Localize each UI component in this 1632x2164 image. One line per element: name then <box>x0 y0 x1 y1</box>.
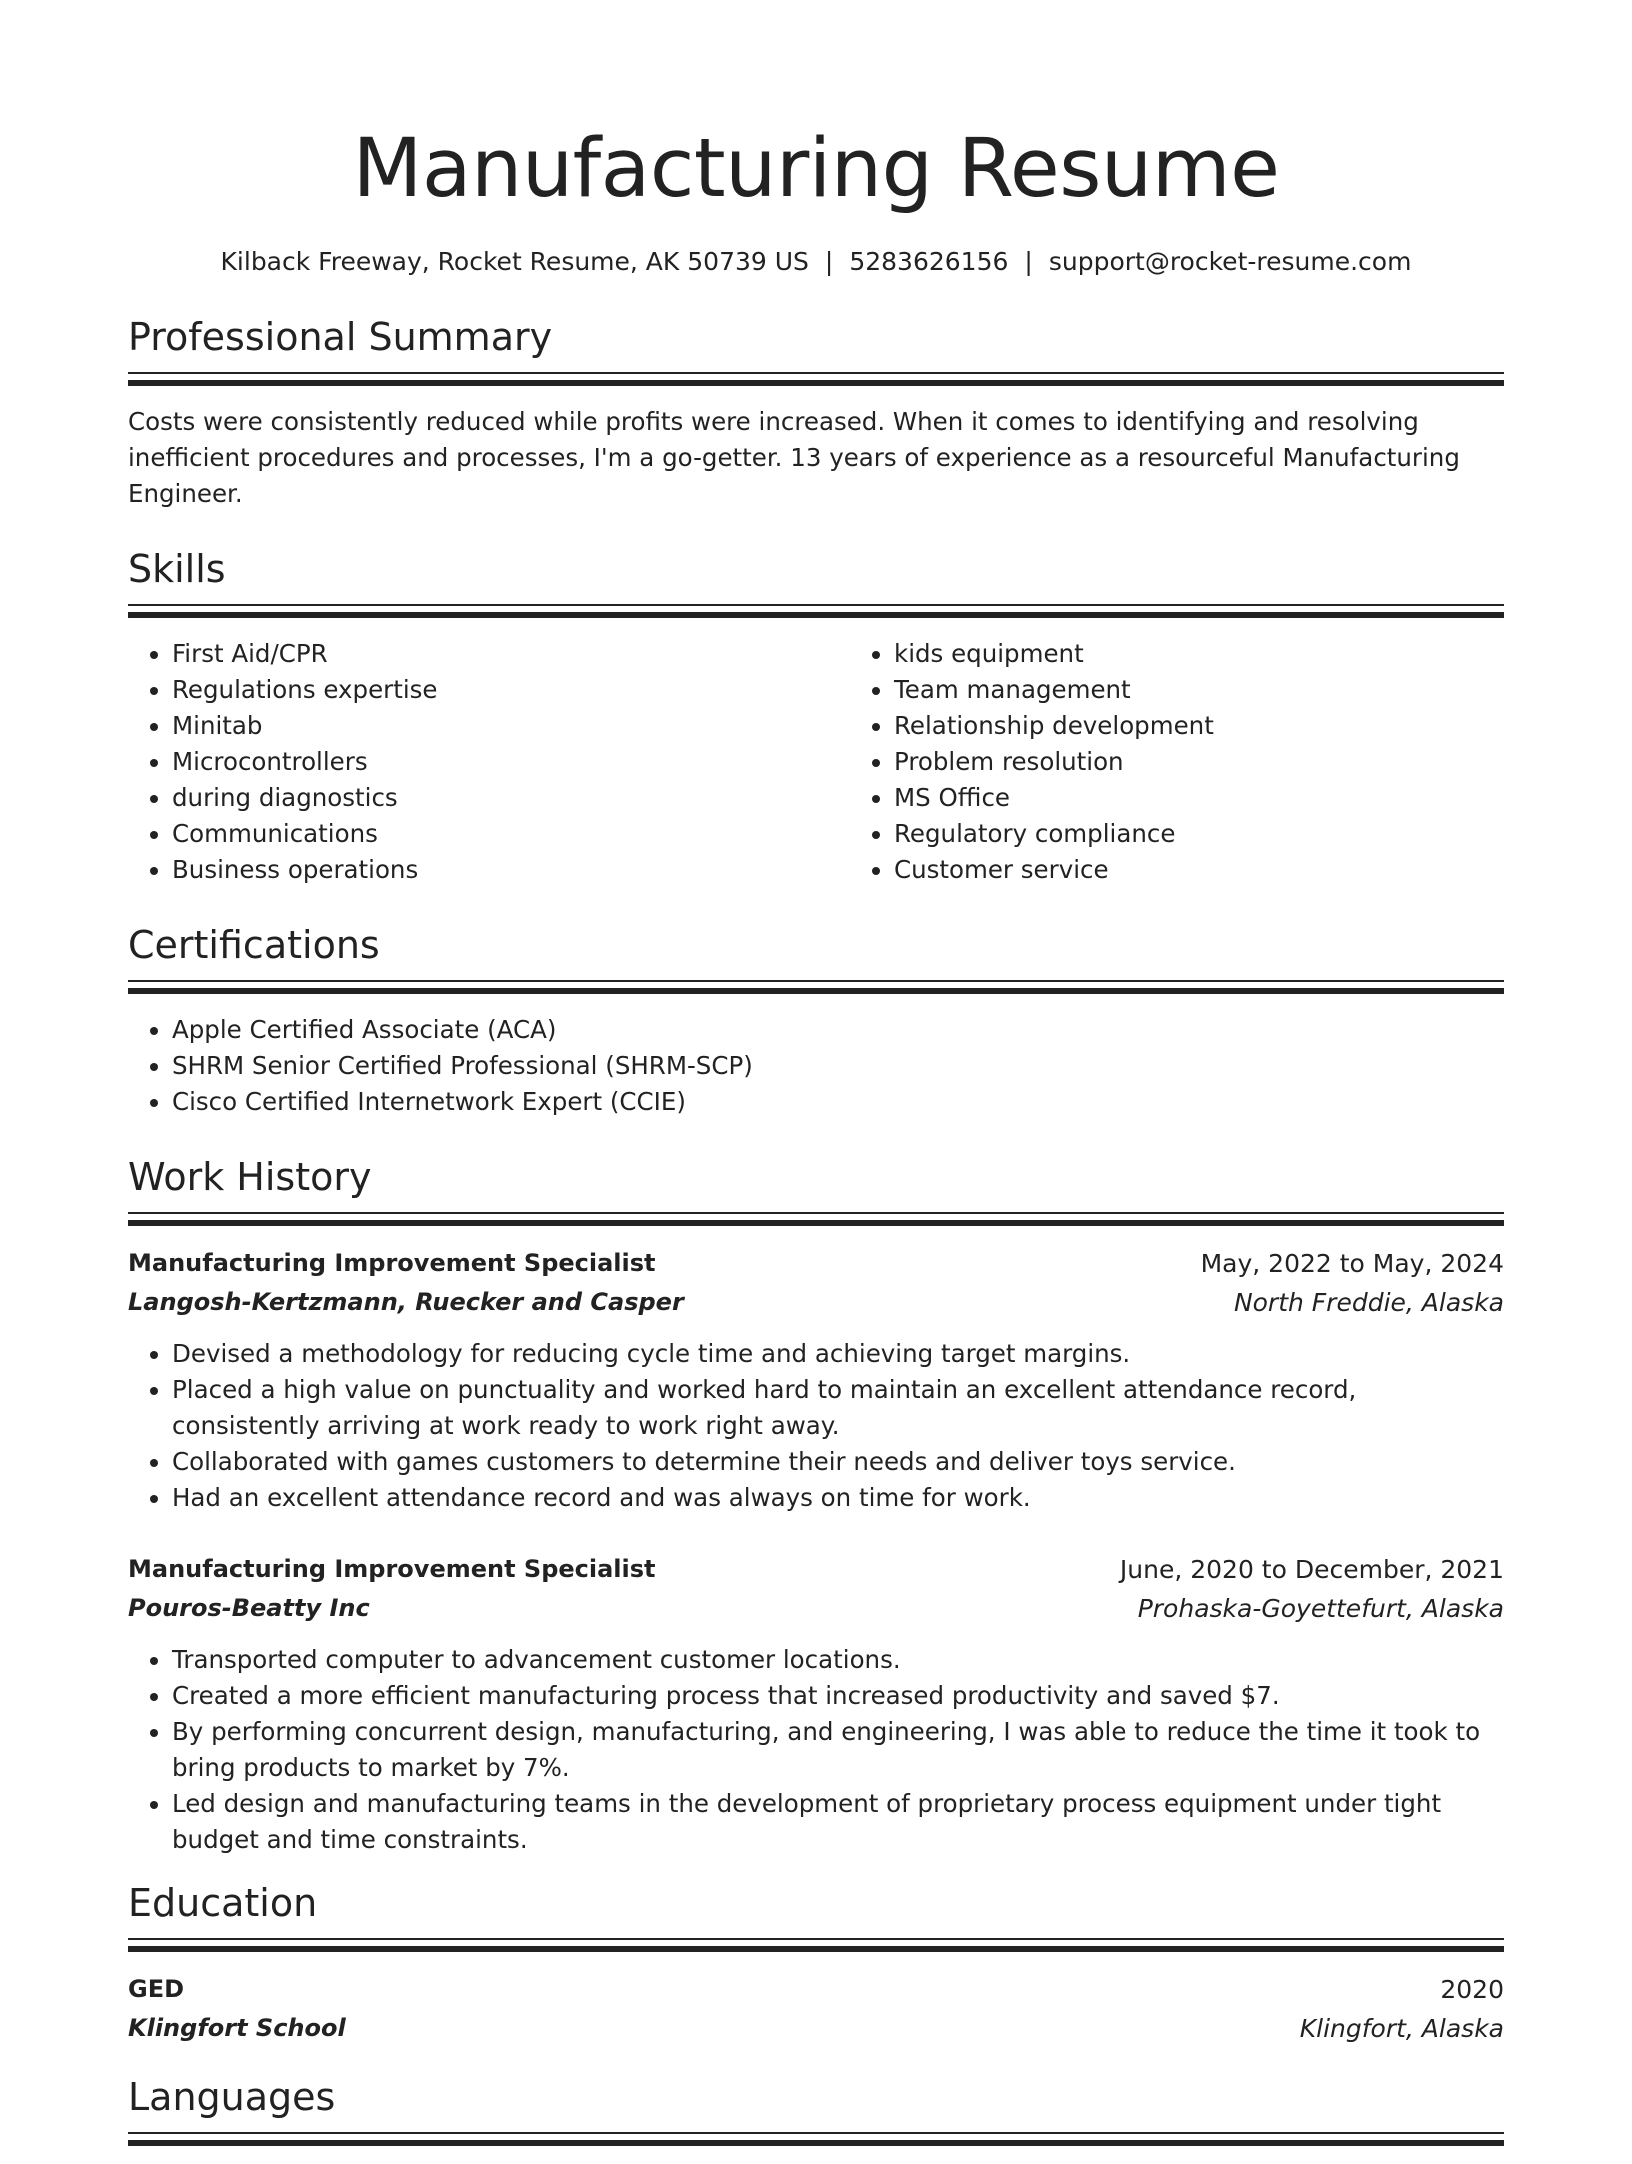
contact-separator: | <box>1024 247 1033 276</box>
job-company-row <box>128 1283 1504 1322</box>
section-heading-languages: Languages <box>128 2075 336 2119</box>
education-school: Klingfort School <box>128 2014 346 2042</box>
certifications-list <box>128 1012 1504 1120</box>
job-title: Manufacturing Improvement Specialist <box>128 1555 656 1583</box>
job-bullet: • Had an excellent attendance record and was always on time for work. <box>172 1480 1504 1516</box>
skills-columns <box>128 636 1504 888</box>
job-company-row <box>128 1589 1504 1628</box>
skills-list-right <box>850 636 1572 888</box>
section-divider <box>128 604 1504 618</box>
job-title: Manufacturing Improvement Specialist <box>128 1249 656 1277</box>
summary-text: Costs were consistently reduced while profits were increased. When it comes to identifying and resolving inefficient procedures and processes, I'm a go-getter. 13 years of experience as a resourceful Manufacturing Engineer. <box>128 407 1460 508</box>
contact-separator: | <box>824 247 834 276</box>
skill-item: • Microcontrollers <box>172 744 850 780</box>
skill-item: • Communications <box>172 816 850 852</box>
education-header-row <box>128 1970 1504 2009</box>
skills-section <box>128 544 1504 888</box>
contact-line <box>128 244 1504 280</box>
skill-item: • Regulations expertise <box>172 672 850 708</box>
section-divider <box>128 2132 1504 2146</box>
skill-item: • Relationship development <box>894 708 1572 744</box>
job-location: North Freddie, Alaska <box>1233 1288 1504 1317</box>
skill-item: • during diagnostics <box>172 780 850 816</box>
job-bullet: • Devised a methodology for reducing cycle time and achieving target margins. <box>172 1336 1504 1372</box>
skill-item: • First Aid/CPR <box>172 636 850 672</box>
certification-item: • Cisco Certified Internetwork Expert (CCIE) <box>172 1084 1504 1120</box>
job-bullets <box>128 1336 1504 1516</box>
skill-item: • Business operations <box>172 852 850 888</box>
section-heading-skills: Skills <box>128 547 226 591</box>
job-entry <box>128 1244 1504 1516</box>
job-header-row <box>128 1550 1504 1589</box>
job-bullet: • By performing concurrent design, manufacturing, and engineering, I was able to reduce the time it took to bring products to market by 7%. <box>172 1714 1504 1786</box>
summary-section <box>128 312 1504 512</box>
job-bullet: • Placed a high value on punctuality and worked hard to maintain an excellent attendance record, consistently arriving at work ready to work right away. <box>172 1372 1504 1444</box>
skill-item: • MS Office <box>894 780 1572 816</box>
skill-item: • Regulatory compliance <box>894 816 1572 852</box>
skill-item: • Minitab <box>172 708 850 744</box>
skill-item: • Customer service <box>894 852 1572 888</box>
job-bullet: • Transported computer to advancement customer locations. <box>172 1642 1504 1678</box>
education-location: Klingfort, Alaska <box>1299 2014 1504 2043</box>
skill-item: • kids equipment <box>894 636 1572 672</box>
section-divider <box>128 1938 1504 1952</box>
job-company: Pouros-Beatty Inc <box>128 1594 370 1622</box>
job-location: Prohaska-Goyettefurt, Alaska <box>1137 1594 1504 1623</box>
section-divider <box>128 1212 1504 1226</box>
section-heading-certifications: Certifications <box>128 923 380 967</box>
job-bullet: • Created a more efficient manufacturing process that increased productivity and saved $7. <box>172 1678 1504 1714</box>
job-bullets <box>128 1642 1504 1858</box>
resume-title: Manufacturing Resume <box>352 122 1280 216</box>
work-history-section <box>128 1152 1504 1858</box>
section-heading-work-history: Work History <box>128 1155 372 1199</box>
job-bullet: • Led design and manufacturing teams in the development of proprietary process equipment under tight budget and time constraints. <box>172 1786 1504 1858</box>
contact-phone: 5283626156 <box>849 247 1009 276</box>
certification-item: • SHRM Senior Certified Professional (SHRM-SCP) <box>172 1048 1504 1084</box>
job-entry <box>128 1550 1504 1858</box>
contact-email[interactable]: support@rocket-resume.com <box>1048 247 1412 276</box>
section-heading-education: Education <box>128 1881 318 1925</box>
languages-section <box>128 2072 1504 2146</box>
job-bullet: • Collaborated with games customers to determine their needs and deliver toys service. <box>172 1444 1504 1480</box>
certification-item: • Apple Certified Associate (ACA) <box>172 1012 1504 1048</box>
education-year: 2020 <box>1440 1975 1504 2004</box>
resume-content <box>128 110 1504 2164</box>
skills-list-left <box>128 636 850 888</box>
skill-item: • Problem resolution <box>894 744 1572 780</box>
section-divider <box>128 372 1504 386</box>
job-dates: June, 2020 to December, 2021 <box>1119 1555 1504 1584</box>
education-section <box>128 1878 1504 2048</box>
contact-address: Kilback Freeway, Rocket Resume, AK 50739 US <box>220 247 809 276</box>
skill-item: • Team management <box>894 672 1572 708</box>
job-dates: May, 2022 to May, 2024 <box>1200 1249 1504 1278</box>
certifications-section <box>128 920 1504 1120</box>
education-school-row <box>128 2009 1504 2048</box>
education-degree: GED <box>128 1975 185 2003</box>
job-header-row <box>128 1244 1504 1283</box>
job-company: Langosh-Kertzmann, Ruecker and Casper <box>128 1288 684 1316</box>
section-heading-summary: Professional Summary <box>128 315 553 359</box>
section-divider <box>128 980 1504 994</box>
